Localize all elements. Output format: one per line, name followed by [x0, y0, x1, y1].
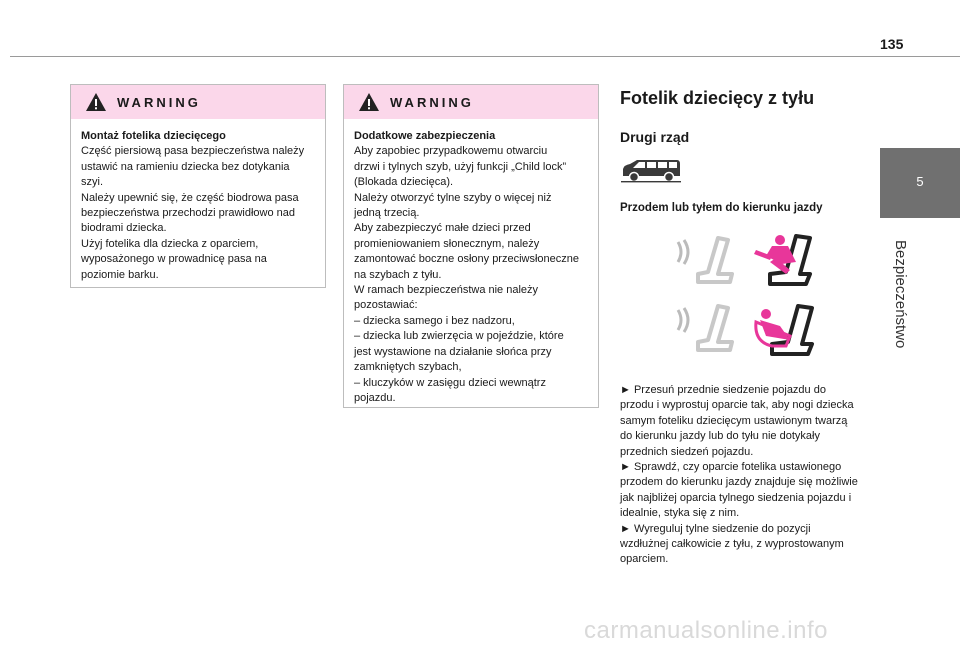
instruction-line: ► Wyreguluj tylne siedzenie do pozycji	[620, 522, 811, 535]
warning-line: ustawić na ramieniu dziecka bez dotykania	[81, 160, 290, 173]
warning-box-child-seat	[70, 84, 326, 288]
instruction-line: przodu i wyprostuj oparcie tak, aby nogi dziecka	[620, 399, 854, 412]
warning-subtitle: Dodatkowe zabezpieczenia	[354, 130, 496, 142]
warning-box-additional-safety	[343, 84, 599, 408]
warning-line: pojazdu.	[354, 391, 396, 404]
warning-line: szyi.	[81, 176, 103, 189]
warning-title: WARNING	[117, 94, 201, 110]
warning-line: Aby zabezpieczyć małe dzieci przed	[354, 222, 531, 235]
warning-line: jedną trzecią.	[354, 207, 420, 220]
section-subtitle: Drugi rząd	[620, 129, 690, 145]
warning-line: Część piersiową pasa bezpieczeństwa należy	[81, 145, 305, 158]
warning-line: zamkniętych szybach,	[354, 361, 462, 374]
warning-line: na szybach z tyłu.	[354, 268, 442, 281]
instruction-line: ► Sprawdź, czy oparcie fotelika ustawionego	[620, 461, 842, 474]
chapter-number: 5	[916, 174, 924, 189]
warning-triangle-icon	[358, 92, 380, 112]
warning-line: – dziecka lub zwierzęcia w pojeździe, które	[354, 330, 564, 343]
instruction-line: ► Przesuń przednie siedzenie pojazdu do	[620, 384, 826, 396]
instruction-line: przodem do kierunku jazdy znajduje się możliwie	[620, 476, 858, 489]
header-divider	[10, 56, 960, 57]
orientation-heading: Przodem lub tyłem do kierunku jazdy	[620, 202, 823, 214]
warning-header	[344, 85, 598, 119]
warning-line: zamontować boczne osłony przeciwsłoneczne	[354, 253, 580, 266]
chapter-label: Bezpieczeństwo	[892, 240, 909, 349]
warning-subtitle: Montaż fotelika dziecięcego	[81, 130, 226, 142]
warning-triangle-icon	[85, 92, 107, 112]
warning-line: pozostawiać:	[354, 299, 418, 312]
instructions-text	[620, 383, 878, 568]
warning-line: poziomie barku.	[81, 268, 159, 281]
rear-facing-seat-diagram	[678, 306, 812, 354]
warning-body	[71, 119, 325, 291]
warning-line: – dziecka samego i bez nadzoru,	[354, 314, 515, 327]
child-seat-illustration	[620, 230, 860, 360]
child-seat-section	[620, 80, 878, 568]
van-icon	[620, 157, 682, 183]
section-title: Fotelik dziecięcy z tyłu	[620, 88, 815, 108]
warning-line: – kluczyków w zasięgu dzieci wewnątrz	[354, 376, 546, 389]
instruction-line: wzdłużnej całkowicie z tyłu, z wyprostowanym	[620, 538, 844, 551]
forward-facing-seat-diagram	[678, 235, 810, 284]
warning-line: bezpieczeństwa przechodzi prawidłowo nad	[81, 207, 296, 220]
page-number: 135	[880, 36, 904, 52]
instruction-line: przednich siedzeń pojazdu.	[620, 445, 754, 458]
instruction-line: do kierunku jazdy lub do tyłu nie dotykały	[620, 430, 820, 443]
warning-line: promieniowaniem słonecznym, należy	[354, 237, 540, 250]
warning-line: biodrami dziecka.	[81, 222, 167, 235]
warning-body	[344, 119, 598, 414]
warning-title: WARNING	[390, 94, 474, 110]
warning-line: Użyj fotelika dla dziecka z oparciem,	[81, 237, 259, 250]
instruction-line: oparciem.	[620, 553, 669, 566]
chapter-tab[interactable]	[880, 148, 960, 218]
warning-line: jest wystawione na działanie słońca przy	[354, 345, 552, 358]
instruction-line: idealnie, styka się z nim.	[620, 507, 740, 520]
warning-line: Aby zapobiec przypadkowemu otwarciu	[354, 145, 548, 158]
warning-line: Należy upewnić się, że część biodrowa pasa	[81, 191, 299, 204]
watermark: carmanualsonline.info	[584, 617, 828, 644]
instruction-line: samym foteliku dziecięcym ustawionym twarzą	[620, 414, 848, 427]
warning-line: W ramach bezpieczeństwa nie należy	[354, 284, 539, 297]
warning-line: drzwi i tylnych szyb, użyj funkcji „Child lock”	[354, 160, 567, 173]
warning-line: Należy otworzyć tylne szyby o więcej niż	[354, 191, 552, 204]
warning-header	[71, 85, 325, 119]
warning-line: (Blokada dziecięca).	[354, 176, 454, 189]
warning-line: wyposażonego w prowadnicę pasa na	[81, 253, 267, 266]
chapter-side-label	[892, 240, 912, 350]
instruction-line: jak najbliżej oparcia tylnego siedzenia pojazdu i	[620, 491, 852, 504]
